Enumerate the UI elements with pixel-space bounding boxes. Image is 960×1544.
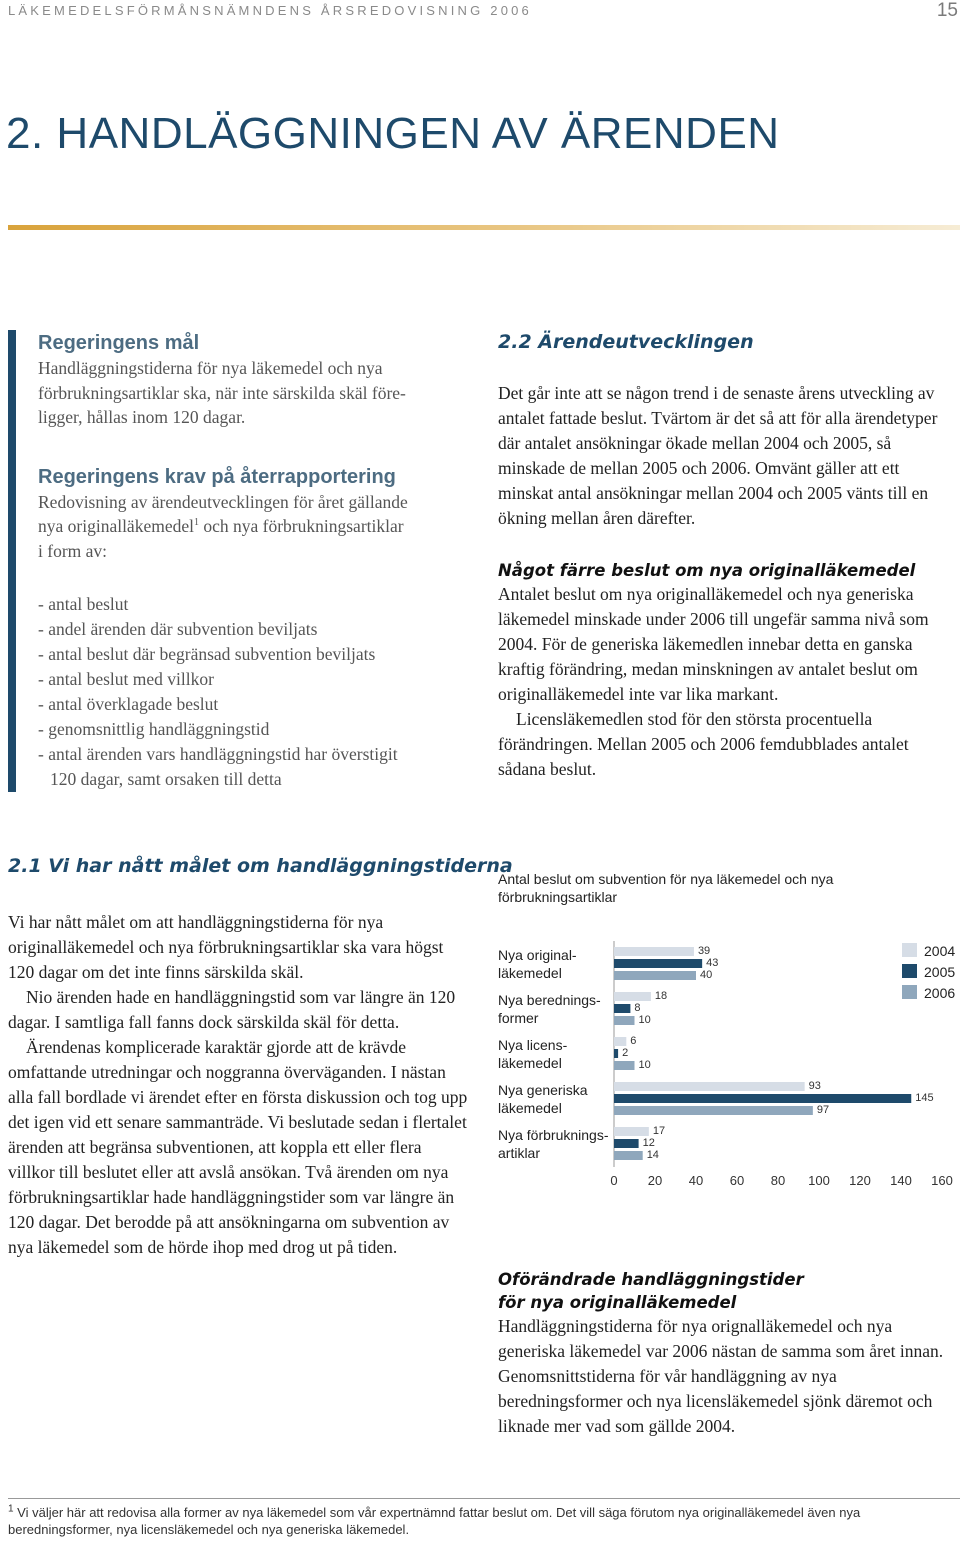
category-label: Nya generiska — [498, 1082, 588, 1098]
report-line: Redovisning av ärendeutvecklingen för året gällande — [38, 491, 408, 512]
data-label: 8 — [634, 1002, 641, 1014]
x-tick-label: 140 — [890, 1173, 912, 1188]
report-text — [38, 490, 458, 564]
data-label: 10 — [638, 1059, 651, 1071]
report-line-part: nya originalläkemedel — [38, 516, 194, 536]
paragraph: Antalet beslut om nya originalläkemedel och nya generiska läkemedel minskade under 2006 till ungefär samma nivå som 2004. För de generiska läkemedlen innebar detta en ganska kraftig förändring, medan minskningen av antalet beslut om originalläkemedel inte var lika markant. — [498, 584, 929, 704]
x-tick-label: 120 — [849, 1173, 871, 1188]
category-label: artiklar — [498, 1145, 541, 1161]
data-label: 40 — [700, 969, 713, 981]
data-label: 97 — [816, 1104, 830, 1116]
subsection-body — [498, 582, 958, 782]
bar — [614, 971, 696, 980]
paragraph: Vi har nått målet om att handläggningstiderna för nya originalläkemedel och nya förbrukningsartiklar ska vara högst 120 dagar om det inte finns särskilda skäl. — [8, 912, 444, 982]
bar — [614, 1061, 635, 1070]
chart-title: Antal beslut om subvention för nya läkemedel och nya förbrukningsartiklar — [498, 871, 834, 905]
goal-line: förbrukningsartiklar ska, när inte särskilda skäl före- — [38, 382, 406, 403]
category-label: Nya förbruknings- — [498, 1127, 609, 1143]
paragraph: Handläggningstiderna för nya orignalläkemedel och nya generiska läkemedel var 2006 nästan de samma som året innan. Genomsnittstiderna för vår handläggning av nya beredningsformer och nya licensläkemedel sjönk däremot och liknade mer vad som gällde 2004. — [498, 1316, 944, 1436]
bar-chart — [490, 935, 960, 1195]
bar — [614, 959, 702, 968]
x-tick-label: 20 — [647, 1173, 663, 1188]
data-label: 6 — [630, 1035, 637, 1047]
running-head: LÄKEMEDELSFÖRMÅNSNÄMNDENS ÅRSREDOVISNING 2006 — [8, 3, 532, 18]
report-line-part: och nya förbrukningsartiklar — [198, 516, 404, 536]
footnote-text: Vi väljer här att redovisa alla former av nya läkemedel som vår expertnämnd fattar beslut om. Det vill säga förutom nya originalläkemedel även nya beredningsformer, nya licensläkemedel och nya generiska läkemedel. — [8, 1505, 861, 1537]
subsection-heading: Oförändrade handläggningstider för nya originalläkemedel — [498, 1270, 804, 1312]
bar — [614, 1127, 649, 1136]
page-number: 15 — [936, 0, 958, 21]
data-label: 18 — [654, 990, 668, 1002]
paragraph: Nio ärenden hade en handläggningstid som var längre än 120 dagar. I samtliga fall fanns dock särskilda skäl för detta. — [8, 987, 456, 1032]
list-item: - antal ärenden vars handläggningstid har överstigit — [38, 744, 398, 764]
category-label: Nya original- — [498, 947, 577, 963]
list-item: - antal beslut där begränsad subvention beviljats — [38, 644, 376, 664]
bar — [614, 1082, 805, 1091]
data-label: 17 — [652, 1125, 666, 1137]
data-label: 145 — [915, 1092, 934, 1104]
category-label: läkemedel — [498, 1100, 562, 1116]
bar — [614, 1151, 643, 1160]
chapter-title: 2. HANDLÄGGNINGEN AV ÄRENDEN — [6, 109, 780, 158]
bar — [614, 947, 694, 956]
bar — [614, 1037, 626, 1046]
category-label: Nya licens- — [498, 1037, 568, 1053]
bar — [614, 1106, 813, 1115]
section-2-1-heading: 2.1 Vi har nått målet om handläggningstiderna — [8, 855, 513, 877]
list-item: - antal beslut — [38, 594, 129, 614]
report-heading: Regeringens krav på återrapportering — [38, 465, 396, 488]
data-label: 93 — [808, 1080, 821, 1092]
report-line: i form av: — [38, 540, 108, 561]
x-tick-label: 100 — [808, 1173, 830, 1188]
list-item: - andel ärenden där subvention beviljats — [38, 619, 318, 639]
bar — [614, 992, 651, 1001]
subsection-handling-times — [498, 1268, 958, 1439]
legend-swatch — [902, 985, 917, 999]
legend-label: 2004 — [924, 943, 956, 959]
section-2-2-intro: Det går inte att se någon trend i de senaste årens utveckling av antalet fattade beslut. Tvärtom är det så att för alla ärendetyper där antalet ansökningar ökade mellan 2004 och 2005, så minskade de mellan 2005 och 2006. Omvänt gäller att ett minskat antal ansökningar mellan 2004 och 2005 vänts till en ökning mellan åren därefter. — [498, 383, 938, 528]
category-label: Nya berednings- — [498, 992, 601, 1008]
list-item: 120 dagar, samt orsaken till detta — [50, 769, 282, 789]
data-label: 14 — [646, 1149, 659, 1161]
paragraph: Licensläkemedlen stod för den största procentuella förändringen. Mellan 2005 och 2006 femdubblades antalet sådana beslut. — [498, 709, 909, 779]
category-label: läkemedel — [498, 1055, 562, 1071]
bar — [614, 1049, 618, 1058]
list-item: - antal beslut med villkor — [38, 669, 214, 689]
category-label: läkemedel — [498, 965, 562, 981]
legend-label: 2005 — [924, 964, 956, 980]
section-2-2 — [498, 329, 958, 782]
data-label: 12 — [642, 1137, 655, 1149]
data-label: 39 — [697, 945, 711, 957]
goal-line: Handläggningstiderna för nya läkemedel och nya — [38, 358, 383, 378]
goal-line: ligger, hållas inom 120 dagar. — [38, 407, 246, 427]
x-tick-label: 60 — [729, 1173, 745, 1188]
bar — [614, 1094, 911, 1103]
x-tick-label: 160 — [931, 1173, 953, 1188]
footnote-marker: 1 — [193, 517, 199, 529]
section-2-2-heading: 2.2 Ärendeutvecklingen — [498, 331, 754, 353]
legend-swatch — [902, 943, 917, 957]
government-box — [38, 330, 458, 792]
paragraph: Ärendenas komplicerade karaktär gjorde att de krävde omfattande utredningar och noggranna överväganden. I nästan alla fall bordlade vi ärendet efter en första diskussion och tog upp det igen vid ett senare sammanträde. Vi beslutade sedan i flertalet ärenden att begränsa subventionen, att koppla ett eller flera villkor till beslutet eller att avslå ansökan. Två ärenden om nya förbrukningsartiklar hade handläggningstider som var längre än 120 dagar. Det berodde på att ansökningarna om subvention av nya läkemedel som de hörde ihop med drog ut på tiden. — [8, 1037, 468, 1257]
footnote-marker: 1 — [8, 1503, 14, 1515]
data-label: 10 — [638, 1014, 651, 1026]
legend-swatch — [902, 964, 917, 978]
report-line — [38, 514, 458, 539]
goal-text — [38, 356, 458, 430]
x-tick-label: 80 — [770, 1173, 786, 1188]
category-label: former — [498, 1010, 539, 1026]
data-label: 2 — [622, 1047, 629, 1059]
section-2-1 — [8, 853, 513, 1260]
footnote-rule — [8, 1498, 960, 1499]
report-list — [38, 592, 458, 792]
section-2-1-body — [8, 910, 468, 1260]
bar — [614, 1004, 630, 1013]
box-accent-bar — [8, 330, 16, 792]
footnote — [8, 1504, 928, 1538]
bar — [614, 1016, 635, 1025]
x-tick-label: 0 — [610, 1173, 618, 1188]
subsection-heading: Något färre beslut om nya originalläkemedel — [498, 561, 916, 580]
list-item: - genomsnittlig handläggningstid — [38, 719, 270, 739]
data-label: 43 — [706, 957, 719, 969]
bar — [614, 1139, 639, 1148]
legend-label: 2006 — [924, 985, 956, 1001]
list-item: - antal överklagade beslut — [38, 694, 219, 714]
x-tick-label: 40 — [688, 1173, 704, 1188]
title-rule — [8, 225, 960, 230]
goal-heading: Regeringens mål — [38, 332, 200, 354]
